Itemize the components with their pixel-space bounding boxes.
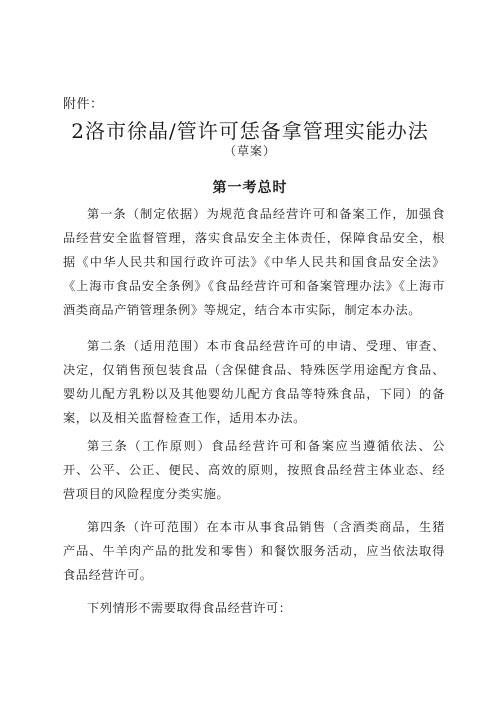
article-1-paragraph: 第一条（制定依据）为规范食品经营许可和备案工作，加强食品经营安全监督管理，落实食品安全主体责任，保障食品安全，根据《中华人民共和国行政许可法》《中华人民共和国食品安全法》《上海市食品安全条例》《食品经营许可和备案管理办法》《上海市酒类商品产销管理条例》等规定，结合本市实际，制定本办法。 xyxy=(63,207,445,317)
article-3-paragraph: 第三条（工作原则）食品经营许可和备案应当遵循依法、公开、公平、公正、便民、高效的原则，按照食品经营主体业态、经营项目的风险程度分类实施。 xyxy=(63,439,445,501)
article-2-paragraph: 第二条（适用范围）本市食品经营许可的申请、受理、审查、决定，仅销售预包装食品（含保健食品、特殊医学用途配方食品、婴幼儿配方乳粉以及其他婴幼儿配方食品等特殊食品，下同）的备案，以及相关监督检查工作，适用本办法。 xyxy=(63,339,445,425)
attachment-label: 附件： xyxy=(63,97,104,112)
article-4-paragraph: 第四条（许可范围）在本市从事食品销售（含酒类商品，生猪产品、牛羊肉产品的批发和零售）和餐饮服务活动，应当依法取得食品经营许可。 xyxy=(63,520,445,582)
document-subtitle: （草案） xyxy=(223,144,276,158)
document-title: 2洛市徐晶/管许可恁备拿管理实能办法 xyxy=(71,119,429,143)
exemption-intro-paragraph: 下列情形不需要取得食品经营许可： xyxy=(87,601,292,615)
chapter-heading: 第一考总时 xyxy=(212,180,288,196)
